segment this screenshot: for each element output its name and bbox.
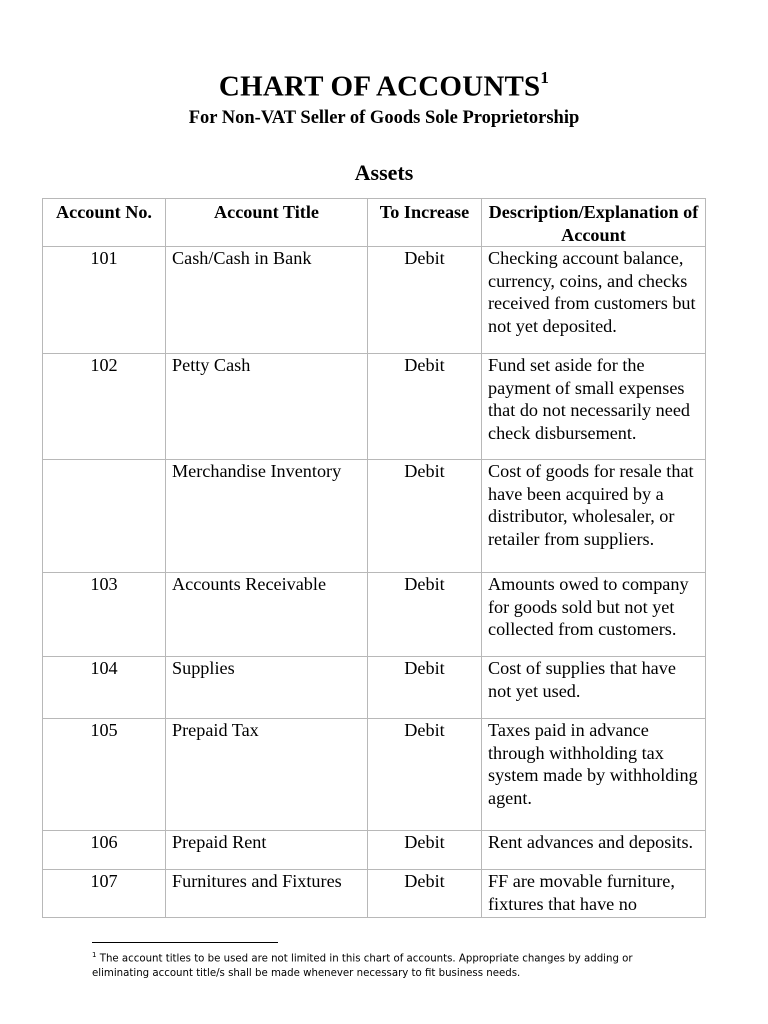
account-no-cell: 101	[43, 247, 166, 354]
table-row	[43, 354, 706, 460]
table-row	[43, 831, 706, 870]
footnote-text: The account titles to be used are not limited in this chart of accounts. Appropriate changes by adding or eliminating account title/s shall be made whenever necessary to fit business needs.	[92, 953, 633, 980]
to-increase-cell: Debit	[368, 657, 482, 719]
to-increase-cell: Debit	[368, 831, 482, 870]
title-footnote-ref: 1	[540, 68, 550, 87]
to-increase-cell: Debit	[368, 870, 482, 918]
account-no-cell: 104	[43, 657, 166, 719]
description-cell: Cost of supplies that have not yet used.	[482, 657, 706, 719]
table-row	[43, 573, 706, 657]
page-title	[0, 70, 768, 104]
account-no-cell	[43, 460, 166, 573]
header-description: Description/Explanation of Account	[482, 199, 706, 247]
header-to-increase: To Increase	[368, 199, 482, 247]
account-title-cell: Merchandise Inventory	[166, 460, 368, 573]
description-cell: Amounts owed to company for goods sold but not yet collected from customers.	[482, 573, 706, 657]
table-row	[43, 657, 706, 719]
description-cell: Cost of goods for resale that have been acquired by a distributor, wholesaler, or retailer from suppliers.	[482, 460, 706, 573]
to-increase-cell: Debit	[368, 573, 482, 657]
table-header-row	[43, 199, 706, 247]
footnote-divider	[92, 942, 278, 943]
description-cell: Taxes paid in advance through withholding tax system made by withholding agent.	[482, 719, 706, 831]
to-increase-cell: Debit	[368, 247, 482, 354]
table-row	[43, 247, 706, 354]
chart-of-accounts-table	[42, 198, 706, 918]
account-title-cell: Cash/Cash in Bank	[166, 247, 368, 354]
account-title-cell: Prepaid Tax	[166, 719, 368, 831]
footnote	[92, 948, 682, 981]
description-cell: Rent advances and deposits.	[482, 831, 706, 870]
table-row	[43, 460, 706, 573]
account-title-cell: Accounts Receivable	[166, 573, 368, 657]
description-cell: Fund set aside for the payment of small expenses that do not necessarily need check disbursement.	[482, 354, 706, 460]
account-no-cell: 106	[43, 831, 166, 870]
to-increase-cell: Debit	[368, 719, 482, 831]
table-row	[43, 719, 706, 831]
account-title-cell: Furnitures and Fixtures	[166, 870, 368, 918]
account-title-cell: Prepaid Rent	[166, 831, 368, 870]
account-title-cell: Petty Cash	[166, 354, 368, 460]
account-title-cell: Supplies	[166, 657, 368, 719]
description-cell: Checking account balance, currency, coins, and checks received from customers but not yet deposited.	[482, 247, 706, 354]
page-subtitle: For Non-VAT Seller of Goods Sole Proprietorship	[188, 108, 580, 128]
header-account-no: Account No.	[43, 199, 166, 247]
to-increase-cell: Debit	[368, 460, 482, 573]
page-title-text: CHART OF ACCOUNTS	[218, 70, 541, 103]
to-increase-cell: Debit	[368, 354, 482, 460]
account-no-cell: 102	[43, 354, 166, 460]
footnote-marker: 1	[92, 951, 97, 959]
account-no-cell: 105	[43, 719, 166, 831]
description-cell: FF are movable furniture, fixtures that have no	[482, 870, 706, 918]
table-row	[43, 870, 706, 918]
header-account-title: Account Title	[166, 199, 368, 247]
section-heading-assets: Assets	[354, 160, 414, 185]
account-no-cell: 107	[43, 870, 166, 918]
account-no-cell: 103	[43, 573, 166, 657]
